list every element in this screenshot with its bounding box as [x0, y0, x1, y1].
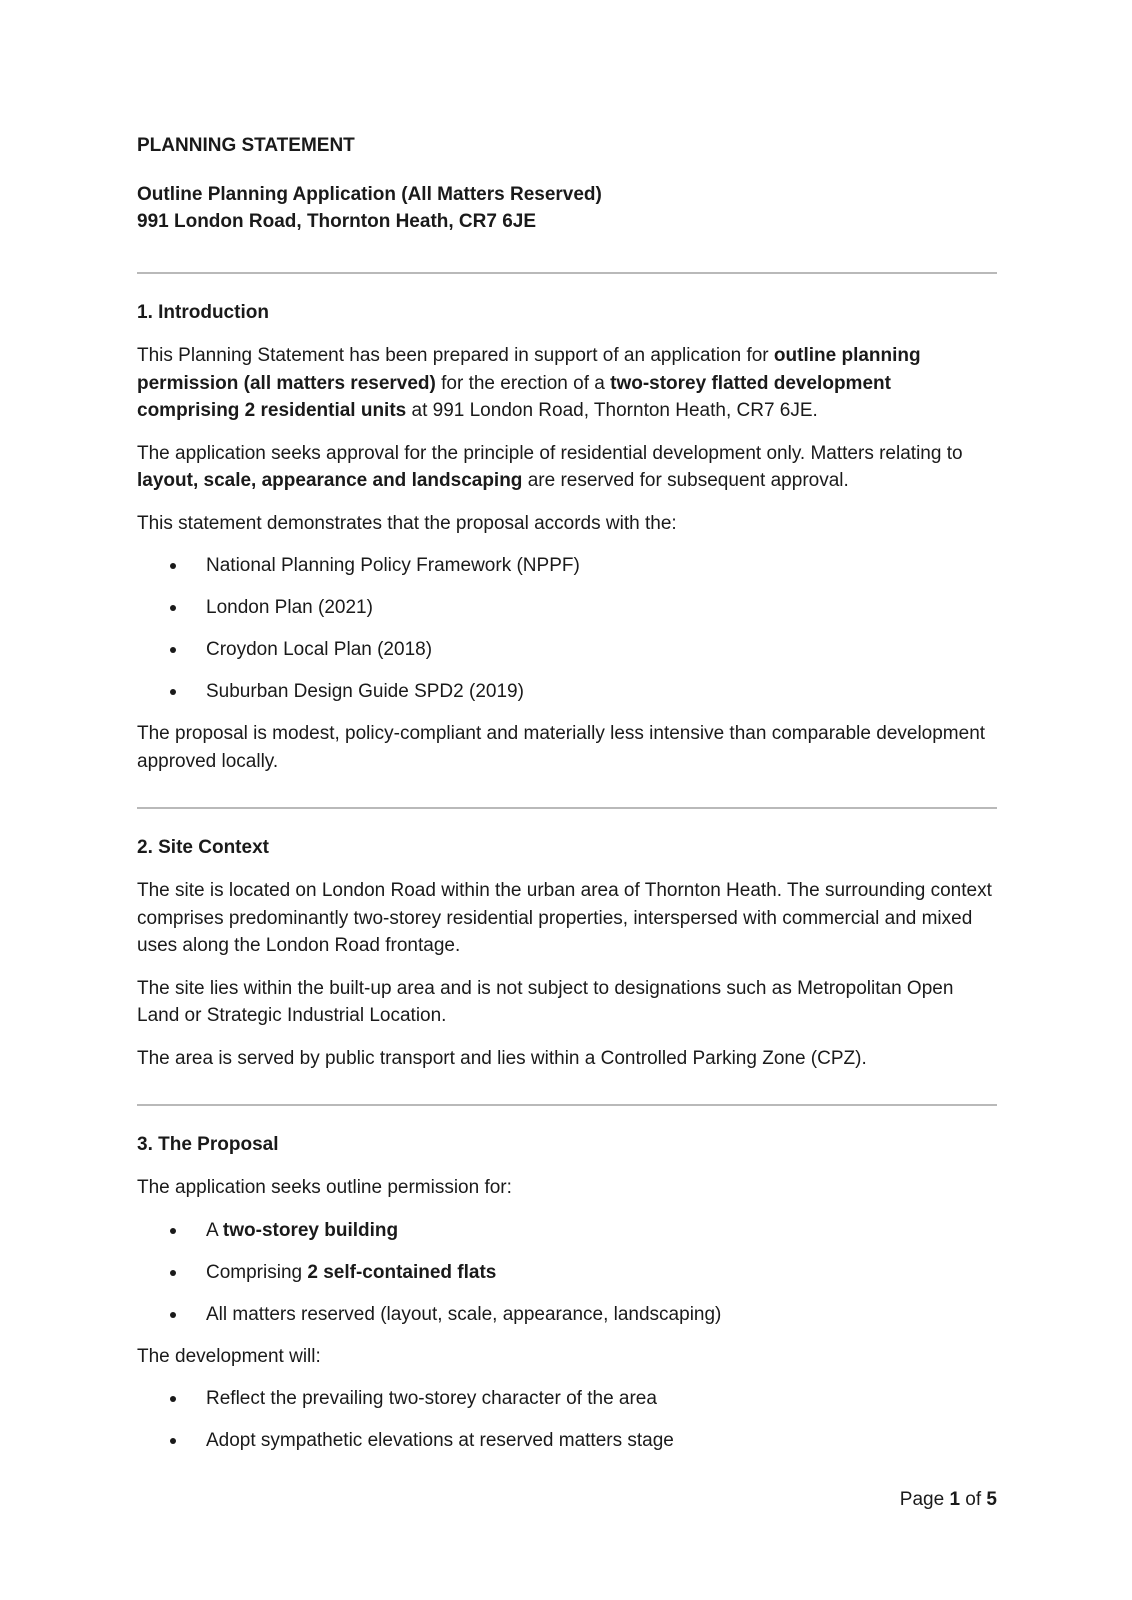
bold-run: 2 self-contained flats — [307, 1261, 497, 1283]
list-item — [137, 1427, 997, 1454]
list-item-text: Suburban Design Guide SPD2 (2019) — [206, 681, 524, 702]
page-number — [900, 1486, 997, 1513]
document-subtitle-line1: Outline Planning Application (All Matters Reserved) — [137, 184, 602, 205]
text-run: at 991 London Road, Thornton Heath, CR7 6JE. — [406, 400, 818, 421]
of-label: of — [960, 1489, 987, 1510]
intro-paragraph-4: The proposal is modest, policy-compliant and materially less intensive than comparable development approved locally. — [137, 723, 986, 772]
section-divider — [137, 807, 997, 809]
bullet-icon — [170, 563, 176, 569]
text-run: All matters reserved (layout, scale, appearance, landscaping) — [206, 1303, 722, 1325]
page-total: 5 — [986, 1489, 997, 1510]
list-item — [137, 1217, 997, 1244]
list-item-text: Reflect the prevailing two-storey character of the area — [206, 1388, 657, 1409]
list-item — [137, 594, 997, 621]
bullet-icon — [170, 1312, 176, 1318]
document-subtitle-line2: 991 London Road, Thornton Heath, CR7 6JE — [137, 211, 537, 232]
list-item — [137, 1385, 997, 1412]
text-run: are reserved for subsequent approval. — [522, 470, 849, 491]
list-item — [137, 678, 997, 705]
page-label: Page — [899, 1489, 950, 1510]
page-current: 1 — [949, 1489, 961, 1510]
list-item — [137, 1301, 997, 1328]
bullet-icon — [170, 605, 176, 611]
list-item-text: London Plan (2021) — [206, 597, 373, 618]
document-title: PLANNING STATEMENT — [137, 135, 355, 156]
policy-list — [137, 552, 997, 705]
bold-run: outline planning permission (all matters reserved) — [137, 345, 921, 394]
list-item-text: Adopt sympathetic elevations at reserved matters stage — [206, 1430, 674, 1451]
bullet-icon — [170, 689, 176, 695]
bullet-icon — [170, 1270, 176, 1276]
text-run: The application seeks approval for the principle of residential development only. Matters relating to — [137, 442, 963, 464]
text-run: A — [206, 1219, 223, 1241]
bold-run: two-storey building — [222, 1219, 399, 1241]
text-run: This Planning Statement has been prepared in support of an application for — [137, 345, 774, 366]
section-heading-site-context: 2. Site Context — [137, 837, 269, 858]
bullet-icon — [170, 1396, 176, 1402]
bold-run: layout, scale, appearance and landscaping — [137, 470, 523, 491]
site-context-paragraph-1: The site is located on London Road within the urban area of Thornton Heath. The surrounding context comprises predominantly two-storey residential properties, interspersed with commercial and mixed uses along the London Road frontage. — [137, 880, 992, 956]
document-body — [137, 132, 997, 1469]
section-heading-proposal: 3. The Proposal — [137, 1134, 279, 1155]
list-item-text: Croydon Local Plan (2018) — [206, 639, 433, 660]
section-heading-introduction: 1. Introduction — [137, 302, 269, 323]
list-item-text: National Planning Policy Framework (NPPF) — [206, 555, 580, 576]
development-list — [137, 1385, 997, 1454]
section-divider — [137, 272, 997, 274]
text-run: for the erection of a — [435, 372, 611, 394]
proposal-paragraph-2: The development will: — [137, 1345, 321, 1367]
text-run: Comprising — [206, 1261, 308, 1283]
proposal-paragraph-1: The application seeks outline permission for: — [137, 1177, 512, 1198]
intro-paragraph-1 — [137, 342, 997, 425]
list-item — [137, 1259, 997, 1286]
bullet-icon — [170, 647, 176, 653]
intro-paragraph-2 — [137, 440, 997, 495]
section-divider — [137, 1104, 997, 1106]
site-context-paragraph-3: The area is served by public transport and lies within a Controlled Parking Zone (CPZ). — [137, 1047, 867, 1069]
site-context-paragraph-2: The site lies within the built-up area and is not subject to designations such as Metropolitan Open Land or Strategic Industrial Location. — [137, 977, 954, 1026]
list-item — [137, 552, 997, 579]
bullet-icon — [170, 1438, 176, 1444]
bullet-icon — [170, 1228, 176, 1234]
bold-run: two-storey flatted development comprising 2 residential units — [137, 372, 891, 421]
intro-paragraph-3: This statement demonstrates that the proposal accords with the: — [137, 512, 677, 534]
list-item — [137, 636, 997, 663]
proposal-list — [137, 1217, 997, 1328]
